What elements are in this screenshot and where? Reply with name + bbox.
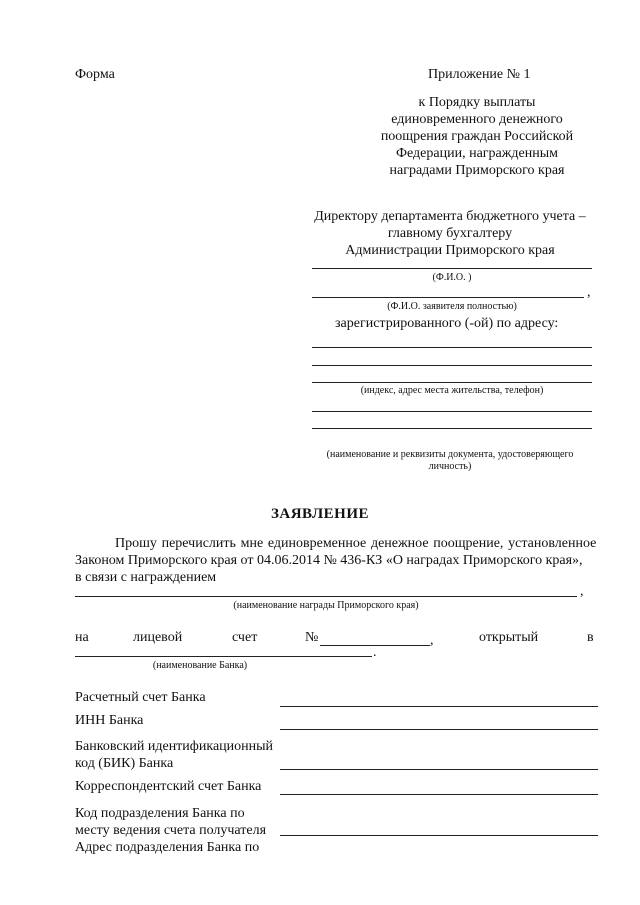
bank-inn-field[interactable]: [280, 729, 598, 730]
bank-branch-code-label-continued: месту ведения счета получателя: [75, 823, 267, 838]
document-caption-continued: личность): [428, 461, 472, 472]
director-fio-caption: (Ф.И.О. ): [432, 272, 472, 283]
award-comma: ,: [580, 584, 584, 599]
document-caption: (наименование и реквизиты документа, удостоверяющего: [326, 449, 574, 460]
address-caption: (индекс, адрес места жительства, телефон): [360, 385, 544, 396]
bank-name-caption: (наименование Банка): [152, 660, 248, 671]
body-line-1: Прошу перечислить мне единовременное денежное поощрение, установленное: [115, 536, 597, 551]
bank-name-dot: .: [373, 645, 377, 660]
account-comma: ,: [430, 633, 434, 648]
bank-settlement-account-field[interactable]: [280, 706, 598, 707]
bank-branch-code-field[interactable]: [280, 835, 598, 836]
account-word-in: в: [587, 630, 594, 645]
form-label: Форма: [75, 67, 115, 82]
body-line-3: в связи с награждением: [75, 570, 217, 585]
statement-title: ЗАЯВЛЕНИЕ: [270, 506, 370, 522]
appendix-line: поощрения граждан Российской: [380, 129, 574, 144]
registered-address-label: зарегистрированного (-ой) по адресу:: [335, 316, 559, 331]
document-line-1[interactable]: [312, 411, 592, 412]
bank-bik-field[interactable]: [280, 769, 598, 770]
appendix-number: Приложение № 1: [428, 67, 531, 82]
award-name-line[interactable]: [75, 596, 577, 597]
appendix-line: Федерации, награжденным: [395, 146, 559, 161]
applicant-fio-comma: ,: [587, 285, 591, 300]
account-number-sign: №: [305, 630, 319, 645]
bank-branch-code-label: Код подразделения Банка по: [75, 806, 245, 821]
bank-correspondent-account-field[interactable]: [280, 794, 598, 795]
appendix-line: наградами Приморского края: [389, 163, 565, 178]
body-line-2: Законом Приморского края от 04.06.2014 № 436-КЗ «О наградах Приморского края»,: [75, 553, 583, 568]
appendix-line: единовременного денежного: [391, 112, 563, 127]
address-line-1[interactable]: [312, 347, 592, 348]
applicant-fio-caption: (Ф.И.О. заявителя полностью): [387, 301, 517, 312]
bank-name-line[interactable]: [75, 656, 372, 657]
bank-settlement-account-label: Расчетный счет Банка: [75, 690, 206, 705]
account-word-account: счет: [232, 630, 258, 645]
bank-bik-label-continued: код (БИК) Банка: [75, 756, 174, 771]
bank-correspondent-account-label: Корреспондентский счет Банка: [75, 779, 262, 794]
award-caption: (наименование награды Приморского края): [233, 600, 419, 611]
addressee-line: главному бухгалтеру: [387, 226, 513, 241]
addressee-line: Директору департамента бюджетного учета –: [314, 209, 586, 224]
applicant-fio-line[interactable]: [312, 297, 584, 298]
bank-inn-label: ИНН Банка: [75, 713, 144, 728]
addressee-line: Администрации Приморского края: [345, 243, 555, 258]
account-word-personal: лицевой: [133, 630, 183, 645]
document-line-2[interactable]: [312, 428, 592, 429]
account-word-opened: открытый: [479, 630, 539, 645]
appendix-line: к Порядку выплаты: [418, 95, 536, 110]
address-line-2[interactable]: [312, 365, 592, 366]
director-fio-line[interactable]: [312, 268, 592, 269]
bank-bik-label: Банковский идентификационный: [75, 739, 274, 754]
account-word-on: на: [75, 630, 89, 645]
bank-branch-address-label: Адрес подразделения Банка по: [75, 840, 260, 855]
address-line-3[interactable]: [312, 382, 592, 383]
